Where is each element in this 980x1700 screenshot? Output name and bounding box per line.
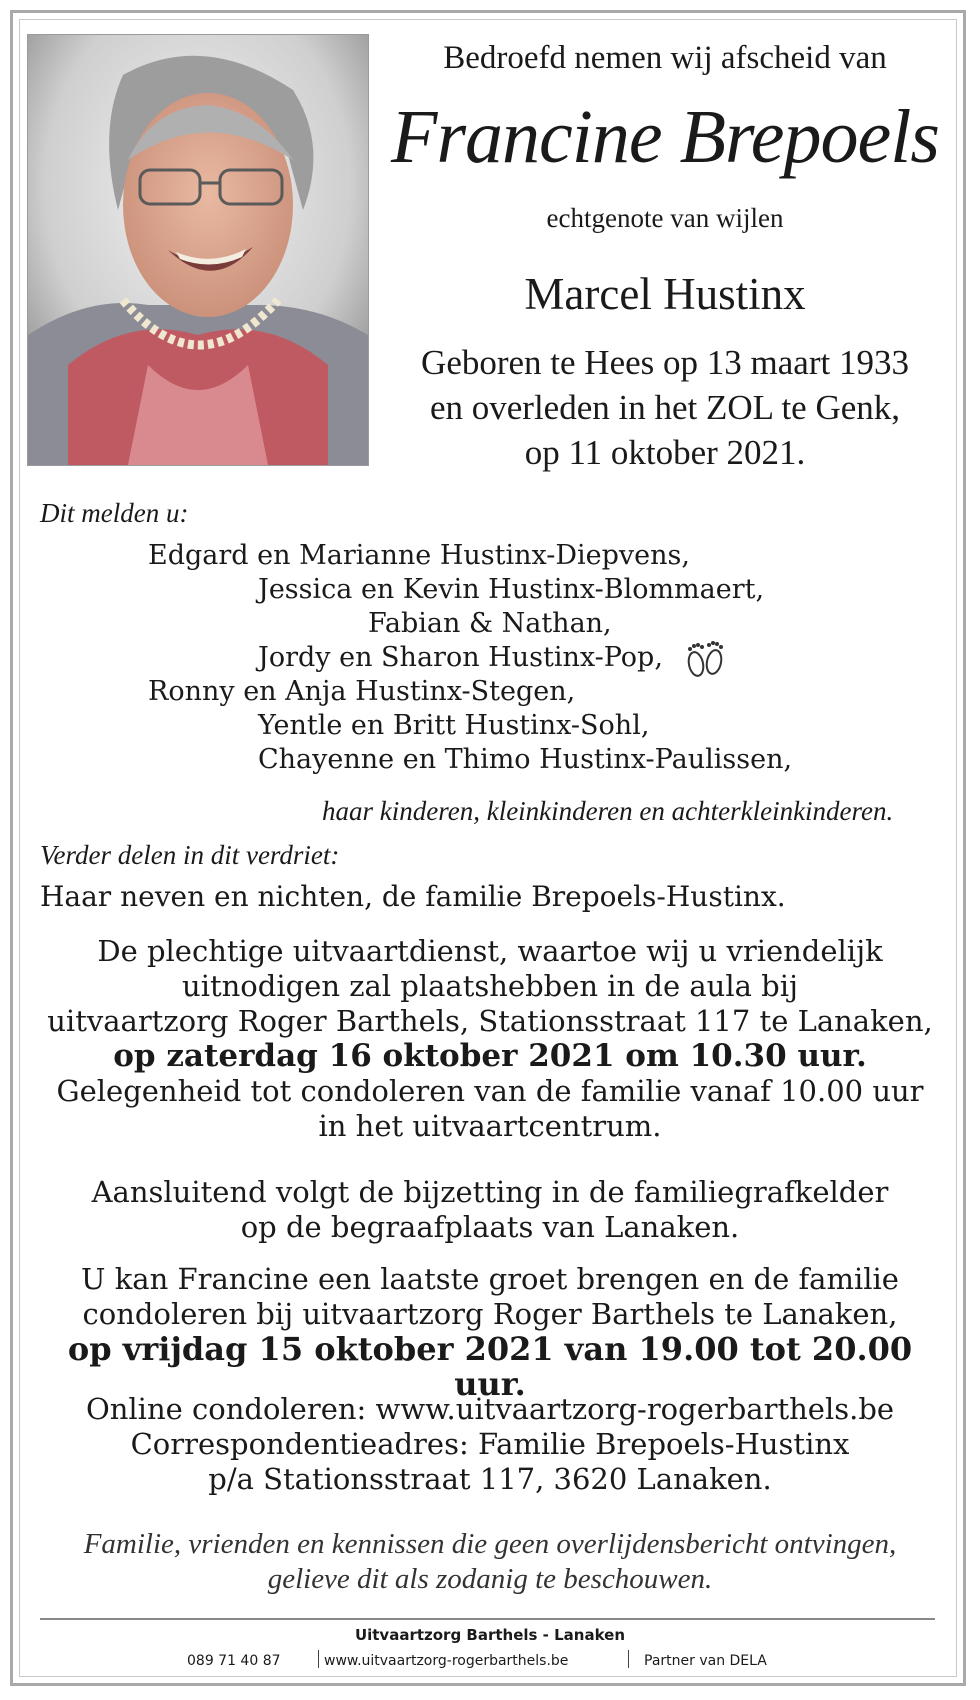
burial-line: op de begraafplaats van Lanaken. [240,1210,740,1244]
service-date: op zaterdag 16 oktober 2021 om 10.30 uur. [113,1038,867,1074]
note-line: gelieve dit als zodanig te beschouwen. [267,1563,713,1595]
footer-phone: 089 71 40 87 [187,1653,281,1669]
birth-line: Geboren te Hees op 13 maart 1933 [421,343,909,382]
family-member: Chayenne en Thimo Hustinx-Paulissen, [258,744,793,775]
family-member: Fabian & Nathan, [368,608,612,639]
death-date-line: op 11 oktober 2021. [524,433,806,472]
service-line: uitnodigen zal plaatshebben in de aula bij [182,969,798,1003]
others-label: Verder delen in dit verdriet: [40,840,340,870]
condolence-line: Gelegenheid tot condoleren van de familie vanaf 10.00 uur [56,1074,924,1108]
burial-line: Aansluitend volgt de bijzetting in de familiegrafkelder [91,1175,889,1209]
family-member: Ronny en Anja Hustinx-Stegen, [148,676,576,707]
deceased-name: Francine Brepoels [391,95,939,179]
visitation-line: condoleren bij uitvaartzorg Roger Barthels te Lanaken, [82,1297,898,1331]
family-member: Jordy en Sharon Hustinx-Pop, [258,642,663,673]
birth-death-info [380,340,950,475]
family-summary: haar kinderen, kleinkinderen en achterkleinkinderen. [322,796,894,826]
service-info [40,934,940,1144]
footer-divider [40,1618,935,1620]
note-line: Familie, vrienden en kennissen die geen overlijdensbericht ontvingen, [83,1528,897,1560]
footer-website[interactable]: www.uitvaartzorg-rogerbarthels.be [324,1653,569,1669]
family-member: Edgard en Marianne Hustinx-Diepvens, [148,540,690,571]
portrait-photo [27,34,369,466]
condolence-line: in het uitvaartcentrum. [318,1109,662,1143]
footer-separator [318,1650,319,1668]
family-label: Dit melden u: [40,498,189,528]
footer-partner: Partner van DELA [644,1653,767,1669]
contact-line: Correspondentieadres: Familie Brepoels-Hustinx [130,1427,850,1461]
visitation-line: U kan Francine een laatste groet brengen en de familie [81,1262,899,1296]
service-line: De plechtige uitvaartdienst, waartoe wij u vriendelijk [97,934,883,968]
baby-feet-icon [682,636,728,684]
contact-line: Online condoleren: www.uitvaartzorg-rogerbarthels.be [85,1392,895,1426]
footer-separator [628,1650,629,1668]
service-line: uitvaartzorg Roger Barthels, Stationsstraat 117 te Lanaken, [47,1004,933,1038]
contact-line: p/a Stationsstraat 117, 3620 Lanaken. [208,1462,772,1496]
others-text: Haar neven en nichten, de familie Brepoels-Hustinx. [40,880,786,913]
visitation-date: op vrijdag 15 oktober 2021 van 19.00 tot 20.00 uur. [67,1330,913,1403]
family-member: Yentle en Britt Hustinx-Sohl, [258,710,650,741]
footer-company: Uitvaartzorg Barthels - Lanaken [354,1626,626,1644]
burial-info [40,1175,940,1245]
intro-text: Bedroefd nemen wij afscheid van [443,40,887,76]
family-member: Jessica en Kevin Hustinx-Blommaert, [258,574,765,605]
notice-note [40,1527,940,1597]
spouse-intro: echtgenote van wijlen [546,203,784,233]
death-line: en overleden in het ZOL te Genk, [429,388,901,427]
spouse-name: Marcel Hustinx [524,269,806,319]
contact-info [40,1392,940,1497]
visitation-info [40,1262,940,1402]
